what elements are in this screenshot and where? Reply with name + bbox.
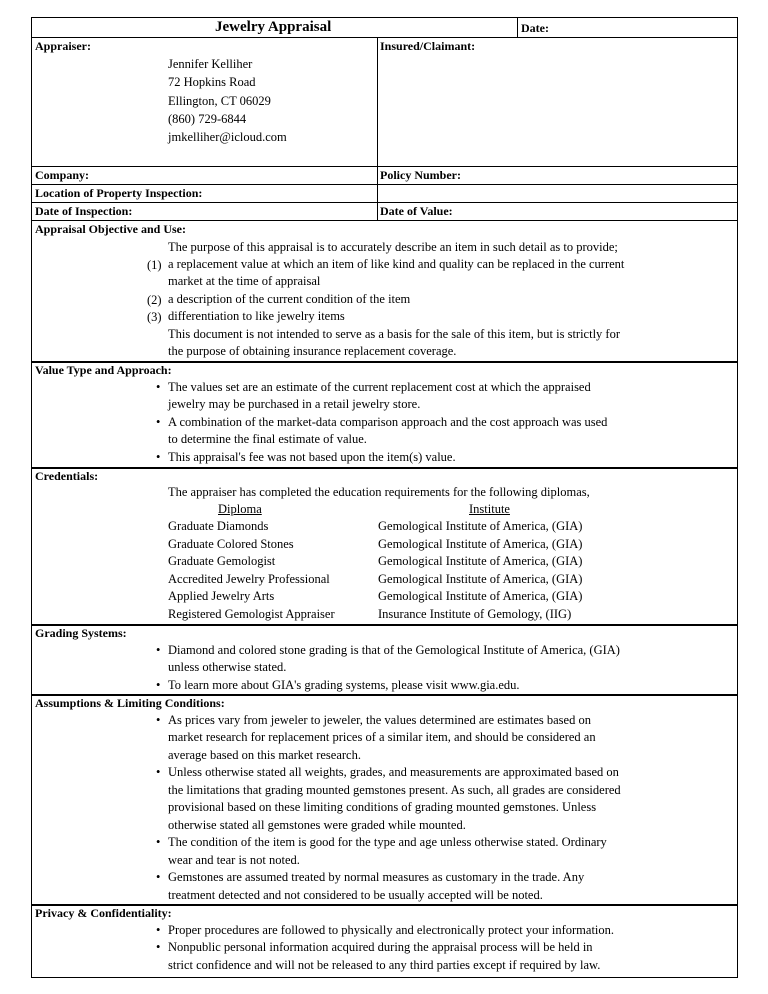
institute-cell: Gemological Institute of America, (GIA) bbox=[378, 572, 583, 586]
value-type-bullet-1: • The values set are an estimate of the current replacement cost at which the appraised bbox=[168, 379, 591, 397]
value-type-bullet-2-cont: to determine the final estimate of value. bbox=[168, 432, 367, 446]
assumptions-bullet-3: • The condition of the item is good for the type and age unless otherwise stated. Ordinary bbox=[168, 834, 607, 852]
assumptions-bullet-2: • Unless otherwise stated all weights, grades, and measurements are approximated based on bbox=[168, 764, 619, 782]
diploma-column-header: Diploma bbox=[218, 502, 262, 516]
institute-cell: Gemological Institute of America, (GIA) bbox=[378, 554, 583, 568]
divider bbox=[517, 18, 518, 37]
objective-item-1-cont: market at the time of appraisal bbox=[168, 274, 321, 288]
list-number: (1) bbox=[147, 258, 162, 272]
policy-number-label: Policy Number: bbox=[380, 168, 461, 182]
page-title: Jewelry Appraisal bbox=[215, 19, 332, 35]
grading-label: Grading Systems: bbox=[35, 626, 127, 640]
credentials-label: Credentials: bbox=[35, 469, 99, 483]
diploma-cell: Applied Jewelry Arts bbox=[168, 589, 275, 603]
divider bbox=[377, 37, 378, 220]
value-type-bullet-1-cont: jewelry may be purchased in a retail jewelry store. bbox=[168, 397, 421, 411]
assumptions-bullet-4: • Gemstones are assumed treated by normal measures as customary in the trade. Any bbox=[168, 869, 584, 887]
grading-bullet-1: • Diamond and colored stone grading is that of the Gemological Institute of America, (GIA) bbox=[168, 642, 620, 660]
assumptions-label: Assumptions & Limiting Conditions: bbox=[35, 696, 225, 710]
company-label: Company: bbox=[35, 168, 90, 182]
diploma-cell: Graduate Diamonds bbox=[168, 519, 269, 533]
objective-item-3: differentiation to like jewelry items bbox=[168, 309, 345, 323]
appraiser-email: jmkelliher@icloud.com bbox=[168, 130, 287, 144]
list-number: (2) bbox=[147, 293, 162, 307]
grading-bullet-2: • To learn more about GIA's grading systems, please visit www.gia.edu. bbox=[168, 677, 520, 695]
divider bbox=[32, 184, 737, 185]
diploma-cell: Graduate Gemologist bbox=[168, 554, 276, 568]
assumptions-bullet-1-cont: average based on this market research. bbox=[168, 748, 361, 762]
value-type-bullet-3: • This appraisal's fee was not based upon the item(s) value. bbox=[168, 449, 456, 467]
assumptions-bullet-1-cont: market research for replacement prices of a similar item, and should be considered an bbox=[168, 730, 596, 744]
diploma-cell: Graduate Colored Stones bbox=[168, 537, 294, 551]
location-label: Location of Property Inspection: bbox=[35, 186, 203, 200]
divider bbox=[32, 467, 737, 469]
objective-label: Appraisal Objective and Use: bbox=[35, 222, 186, 236]
insured-label: Insured/Claimant: bbox=[380, 39, 476, 53]
date-label: Date: bbox=[521, 21, 549, 35]
divider bbox=[32, 624, 737, 626]
list-number: (3) bbox=[147, 310, 162, 324]
diploma-cell: Accredited Jewelry Professional bbox=[168, 572, 330, 586]
assumptions-bullet-2-cont: otherwise stated all gemstones were graded while mounted. bbox=[168, 818, 466, 832]
appraiser-city: Ellington, CT 06029 bbox=[168, 94, 271, 108]
assumptions-bullet-2-cont: the limitations that grading mounted gemstones present. As such, all grades are considered bbox=[168, 783, 621, 797]
objective-intro: The purpose of this appraisal is to accurately describe an item in such detail as to provide; bbox=[168, 240, 618, 254]
diploma-cell: Registered Gemologist Appraiser bbox=[168, 607, 335, 621]
divider bbox=[32, 220, 737, 221]
assumptions-bullet-2-cont: provisional based on these limiting conditions of grading mounted gemstones. Unless bbox=[168, 800, 597, 814]
appraiser-phone: (860) 729-6844 bbox=[168, 112, 247, 126]
institute-cell: Gemological Institute of America, (GIA) bbox=[378, 519, 583, 533]
institute-cell: Insurance Institute of Gemology, (IIG) bbox=[378, 607, 572, 621]
value-type-bullet-2: • A combination of the market-data comparison approach and the cost approach was used bbox=[168, 414, 607, 432]
objective-item-2: a description of the current condition of the item bbox=[168, 292, 411, 306]
objective-item-1: a replacement value at which an item of like kind and quality can be replaced in the current bbox=[168, 257, 625, 271]
credentials-intro: The appraiser has completed the education requirements for the following diplomas, bbox=[168, 485, 590, 499]
privacy-bullet-2: • Nonpublic personal information acquired during the appraisal process will be held in bbox=[168, 939, 593, 957]
institute-column-header: Institute bbox=[469, 502, 510, 516]
appraiser-name: Jennifer Kelliher bbox=[168, 57, 253, 71]
institute-cell: Gemological Institute of America, (GIA) bbox=[378, 589, 583, 603]
appraiser-street: 72 Hopkins Road bbox=[168, 75, 256, 89]
divider bbox=[32, 166, 737, 167]
privacy-label: Privacy & Confidentiality: bbox=[35, 906, 172, 920]
divider bbox=[32, 37, 737, 38]
institute-cell: Gemological Institute of America, (GIA) bbox=[378, 537, 583, 551]
divider bbox=[32, 202, 737, 203]
objective-note-cont: the purpose of obtaining insurance replacement coverage. bbox=[168, 344, 457, 358]
inspection-date-label: Date of Inspection: bbox=[35, 204, 133, 218]
privacy-bullet-1: • Proper procedures are followed to physically and electronically protect your information. bbox=[168, 922, 614, 940]
appraiser-label: Appraiser: bbox=[35, 39, 91, 53]
value-type-label: Value Type and Approach: bbox=[35, 363, 172, 377]
assumptions-bullet-3-cont: wear and tear is not noted. bbox=[168, 853, 300, 867]
value-date-label: Date of Value: bbox=[380, 204, 453, 218]
grading-bullet-1-cont: unless otherwise stated. bbox=[168, 660, 287, 674]
assumptions-bullet-4-cont: treatment detected and not considered to be usually accepted will be noted. bbox=[168, 888, 543, 902]
privacy-bullet-2-cont: strict confidence and will not be released to any third parties except if required by law. bbox=[168, 958, 601, 972]
assumptions-bullet-1: • As prices vary from jeweler to jeweler, the values determined are estimates based on bbox=[168, 712, 591, 730]
appraisal-form bbox=[31, 17, 738, 978]
objective-note: This document is not intended to serve as a basis for the sale of this item, but is strictly for bbox=[168, 327, 620, 341]
